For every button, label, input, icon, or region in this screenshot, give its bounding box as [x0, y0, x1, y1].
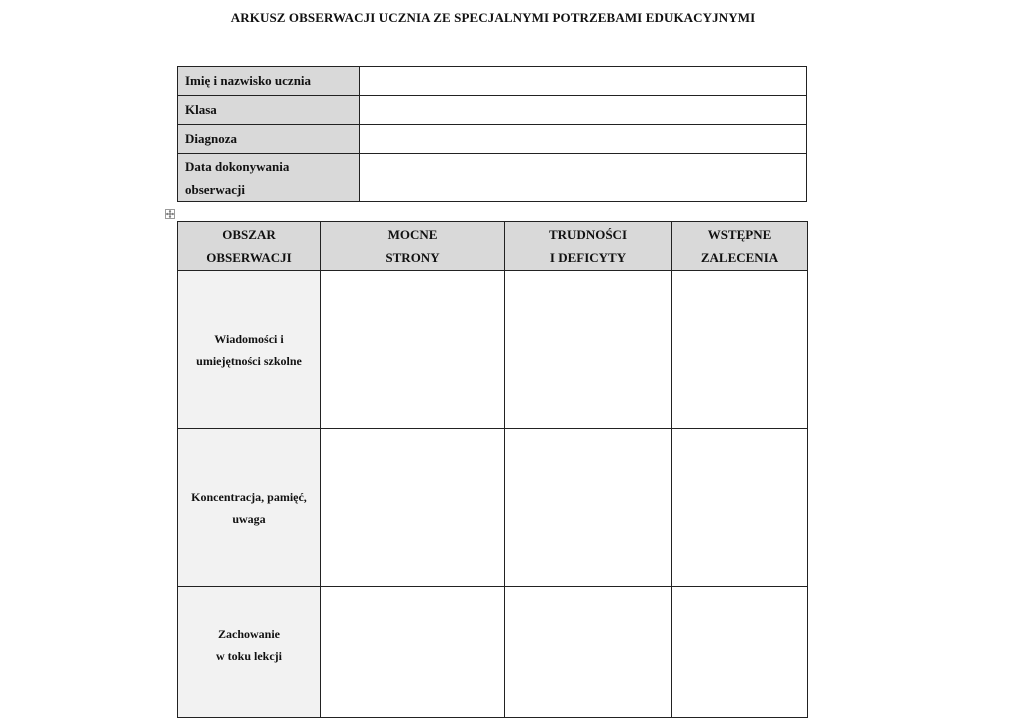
area-concentration-line1: Koncentracja, pamięć, [191, 489, 307, 504]
area-cell-behavior [178, 587, 321, 718]
header-recommendations [672, 222, 808, 271]
header-recommendations-line1: WSTĘPNE [707, 227, 772, 242]
info-value-class[interactable] [360, 96, 807, 125]
info-label-name: Imię i nazwisko ucznia [178, 67, 360, 96]
area-cell-knowledge [178, 271, 321, 429]
info-row-diagnosis [178, 125, 807, 154]
info-label-date-line1: Data dokonywania [185, 158, 290, 174]
difficulties-cell[interactable] [505, 587, 672, 718]
header-difficulties-line1: TRUDNOŚCI [548, 227, 627, 242]
recommendations-cell[interactable] [672, 429, 808, 587]
strengths-cell[interactable] [321, 587, 505, 718]
info-label-class: Klasa [178, 96, 360, 125]
info-row-class [178, 96, 807, 125]
info-row-date [178, 154, 807, 202]
header-strengths-line2: STRONY [385, 250, 440, 265]
table-row [178, 587, 808, 718]
info-value-date[interactable] [360, 154, 807, 202]
info-label-diagnosis: Diagnoza [178, 125, 360, 154]
strengths-cell[interactable] [321, 271, 505, 429]
info-label-date [178, 154, 360, 202]
difficulties-cell[interactable] [505, 429, 672, 587]
table-move-icon[interactable] [165, 209, 175, 219]
recommendations-cell[interactable] [672, 271, 808, 429]
difficulties-cell[interactable] [505, 271, 672, 429]
area-behavior-line1: Zachowanie [217, 627, 280, 641]
header-strengths-line1: MOCNE [387, 227, 438, 242]
area-concentration-line2: uwaga [232, 511, 266, 526]
header-area [178, 222, 321, 271]
header-recommendations-line2: ZALECENIA [700, 250, 779, 265]
info-value-diagnosis[interactable] [360, 125, 807, 154]
header-difficulties [505, 222, 672, 271]
recommendations-cell[interactable] [672, 587, 808, 718]
observation-header-row [178, 222, 808, 271]
student-info-table [177, 66, 807, 202]
header-difficulties-line2: I DEFICYTY [549, 250, 627, 265]
area-cell-concentration [178, 429, 321, 587]
table-row [178, 429, 808, 587]
area-knowledge-line2: umiejętności szkolne [196, 353, 302, 368]
header-area-line1: OBSZAR [222, 227, 276, 242]
area-behavior-line2: w toku lekcji [216, 649, 282, 663]
observation-table [177, 221, 808, 718]
area-knowledge-line1: Wiadomości i [214, 331, 284, 346]
header-strengths [321, 222, 505, 271]
table-row [178, 271, 808, 429]
info-label-date-line2: obserwacji [185, 181, 245, 197]
strengths-cell[interactable] [321, 429, 505, 587]
header-area-line2: OBSERWACJI [206, 250, 292, 265]
info-value-name[interactable] [360, 67, 807, 96]
document-title: ARKUSZ OBSERWACJI UCZNIA ZE SPECJALNYMI POTRZEBAMI EDUKACYJNYMI [230, 10, 756, 25]
info-row-name [178, 67, 807, 96]
